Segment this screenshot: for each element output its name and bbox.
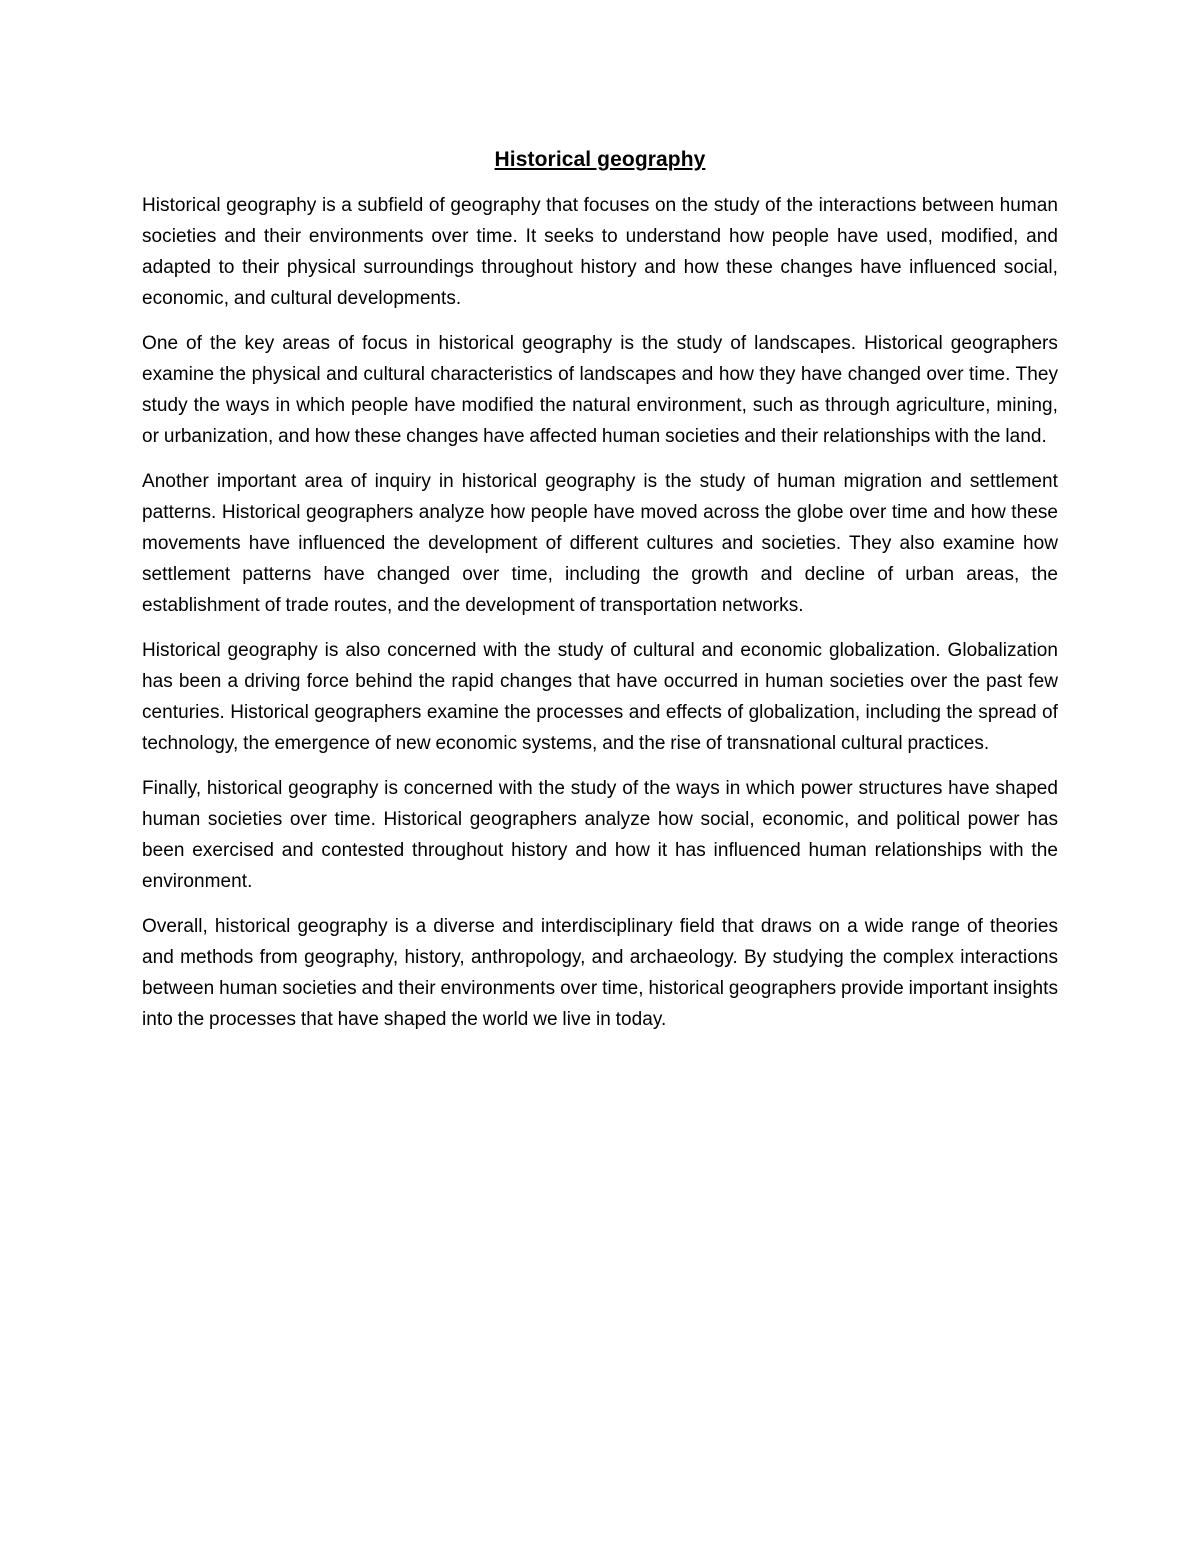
document-body — [142, 142, 1058, 1049]
paragraph-introduction: Historical geography is a subfield of geography that focuses on the study of the interactions between human societies and their environments over time. It seeks to understand how people have used, modified, and adapted to their physical surroundings throughout history and how these changes have influenced social, economic, and cultural developments. — [142, 195, 1058, 309]
paragraph-conclusion: Overall, historical geography is a diverse and interdisciplinary field that draws on a wide range of theories and methods from geography, history, anthropology, and archaeology. By studying the complex interactions between human societies and their environments over time, historical geographers provide important insights into the processes that have shaped the world we live in today. — [142, 916, 1058, 1030]
paragraph-power-structures: Finally, historical geography is concerned with the study of the ways in which power structures have shaped human societies over time. Historical geographers analyze how social, economic, and political power has been exercised and contested throughout history and how it has influenced human relationships with the environment. — [142, 778, 1058, 892]
paragraph-globalization: Historical geography is also concerned with the study of cultural and economic globalization. Globalization has been a driving force behind the rapid changes that have occurred in human societies over the past few centuries. Historical geographers examine the processes and effects of globalization, including the spread of technology, the emergence of new economic systems, and the rise of transnational cultural practices. — [142, 640, 1058, 754]
document-title: Historical geography — [494, 148, 706, 171]
paragraph-landscapes: One of the key areas of focus in historical geography is the study of landscapes. Historical geographers examine the physical and cultural characteristics of landscapes and how they have changed over time. They study the ways in which people have modified the natural environment, such as through agriculture, mining, or urbanization, and how these changes have affected human societies and their relationships with the land. — [142, 333, 1058, 447]
paragraph-migration: Another important area of inquiry in historical geography is the study of human migration and settlement patterns. Historical geographers analyze how people have moved across the globe over time and how these movements have influenced the development of different cultures and societies. They also examine how settlement patterns have changed over time, including the growth and decline of urban areas, the establishment of trade routes, and the development of transportation networks. — [142, 471, 1058, 616]
